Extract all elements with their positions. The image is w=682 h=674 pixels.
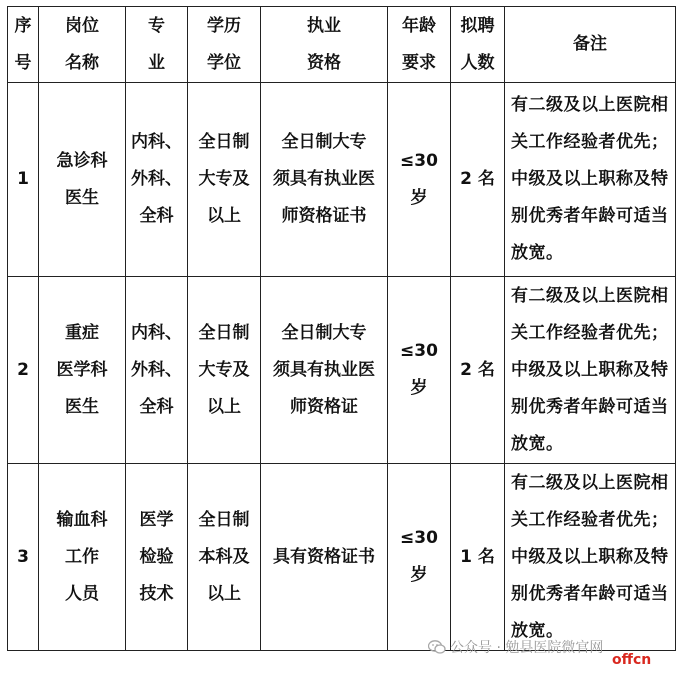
cell-position: 输血科 工作 人员: [39, 464, 126, 651]
cell-position: 重症 医学科 医生: [39, 277, 126, 464]
cell-license: 全日制大专 须具有执业医 师资格证: [261, 277, 388, 464]
cell-age: ≤30 岁: [388, 464, 451, 651]
cell-remark: 有二级及以上医院相关工作经验者优先；中级及以上职称及特别优秀者年龄可适当放宽。: [505, 277, 676, 464]
cell-count: 2 名: [451, 83, 505, 277]
cell-major: 医学 检验 技术: [126, 464, 188, 651]
table-row: [8, 83, 676, 277]
brand-logo-text: offcn: [612, 652, 652, 668]
cell-education: 全日制 大专及 以上: [188, 83, 261, 277]
cell-count: 1 名: [451, 464, 505, 651]
recruitment-table: [7, 6, 676, 651]
cell-license: 全日制大专 须具有执业医 师资格证书: [261, 83, 388, 277]
header-count: 拟聘 人数: [451, 7, 505, 83]
header-major: 专 业: [126, 7, 188, 83]
cell-education: 全日制 本科及 以上: [188, 464, 261, 651]
cell-remark: 有二级及以上医院相关工作经验者优先；中级及以上职称及特别优秀者年龄可适当放宽。: [505, 83, 676, 277]
cell-index: 2: [8, 277, 39, 464]
wechat-icon: [428, 640, 446, 654]
cell-major: 内科、 外科、 全科: [126, 277, 188, 464]
watermark-text: 公众号 · 勉县医院微官网: [450, 640, 604, 656]
header-license: 执业 资格: [261, 7, 388, 83]
cell-major: 内科、 外科、 全科: [126, 83, 188, 277]
table-row: [8, 277, 676, 464]
cell-license: 具有资格证书: [261, 464, 388, 651]
table-row: [8, 464, 676, 651]
cell-index: 3: [8, 464, 39, 651]
cell-education: 全日制 大专及 以上: [188, 277, 261, 464]
cell-age: ≤30 岁: [388, 83, 451, 277]
header-remark: 备注: [505, 7, 676, 83]
header-age: 年龄 要求: [388, 7, 451, 83]
cell-position: 急诊科 医生: [39, 83, 126, 277]
cell-index: 1: [8, 83, 39, 277]
table-header-row: [8, 7, 676, 83]
cell-age: ≤30 岁: [388, 277, 451, 464]
cell-count: 2 名: [451, 277, 505, 464]
cell-remark: 有二级及以上医院相关工作经验者优先；中级及以上职称及特别优秀者年龄可适当放宽。: [505, 464, 676, 651]
watermark: [428, 637, 603, 657]
header-education: 学历 学位: [188, 7, 261, 83]
header-index: 序 号: [8, 7, 39, 83]
header-position: 岗位 名称: [39, 7, 126, 83]
